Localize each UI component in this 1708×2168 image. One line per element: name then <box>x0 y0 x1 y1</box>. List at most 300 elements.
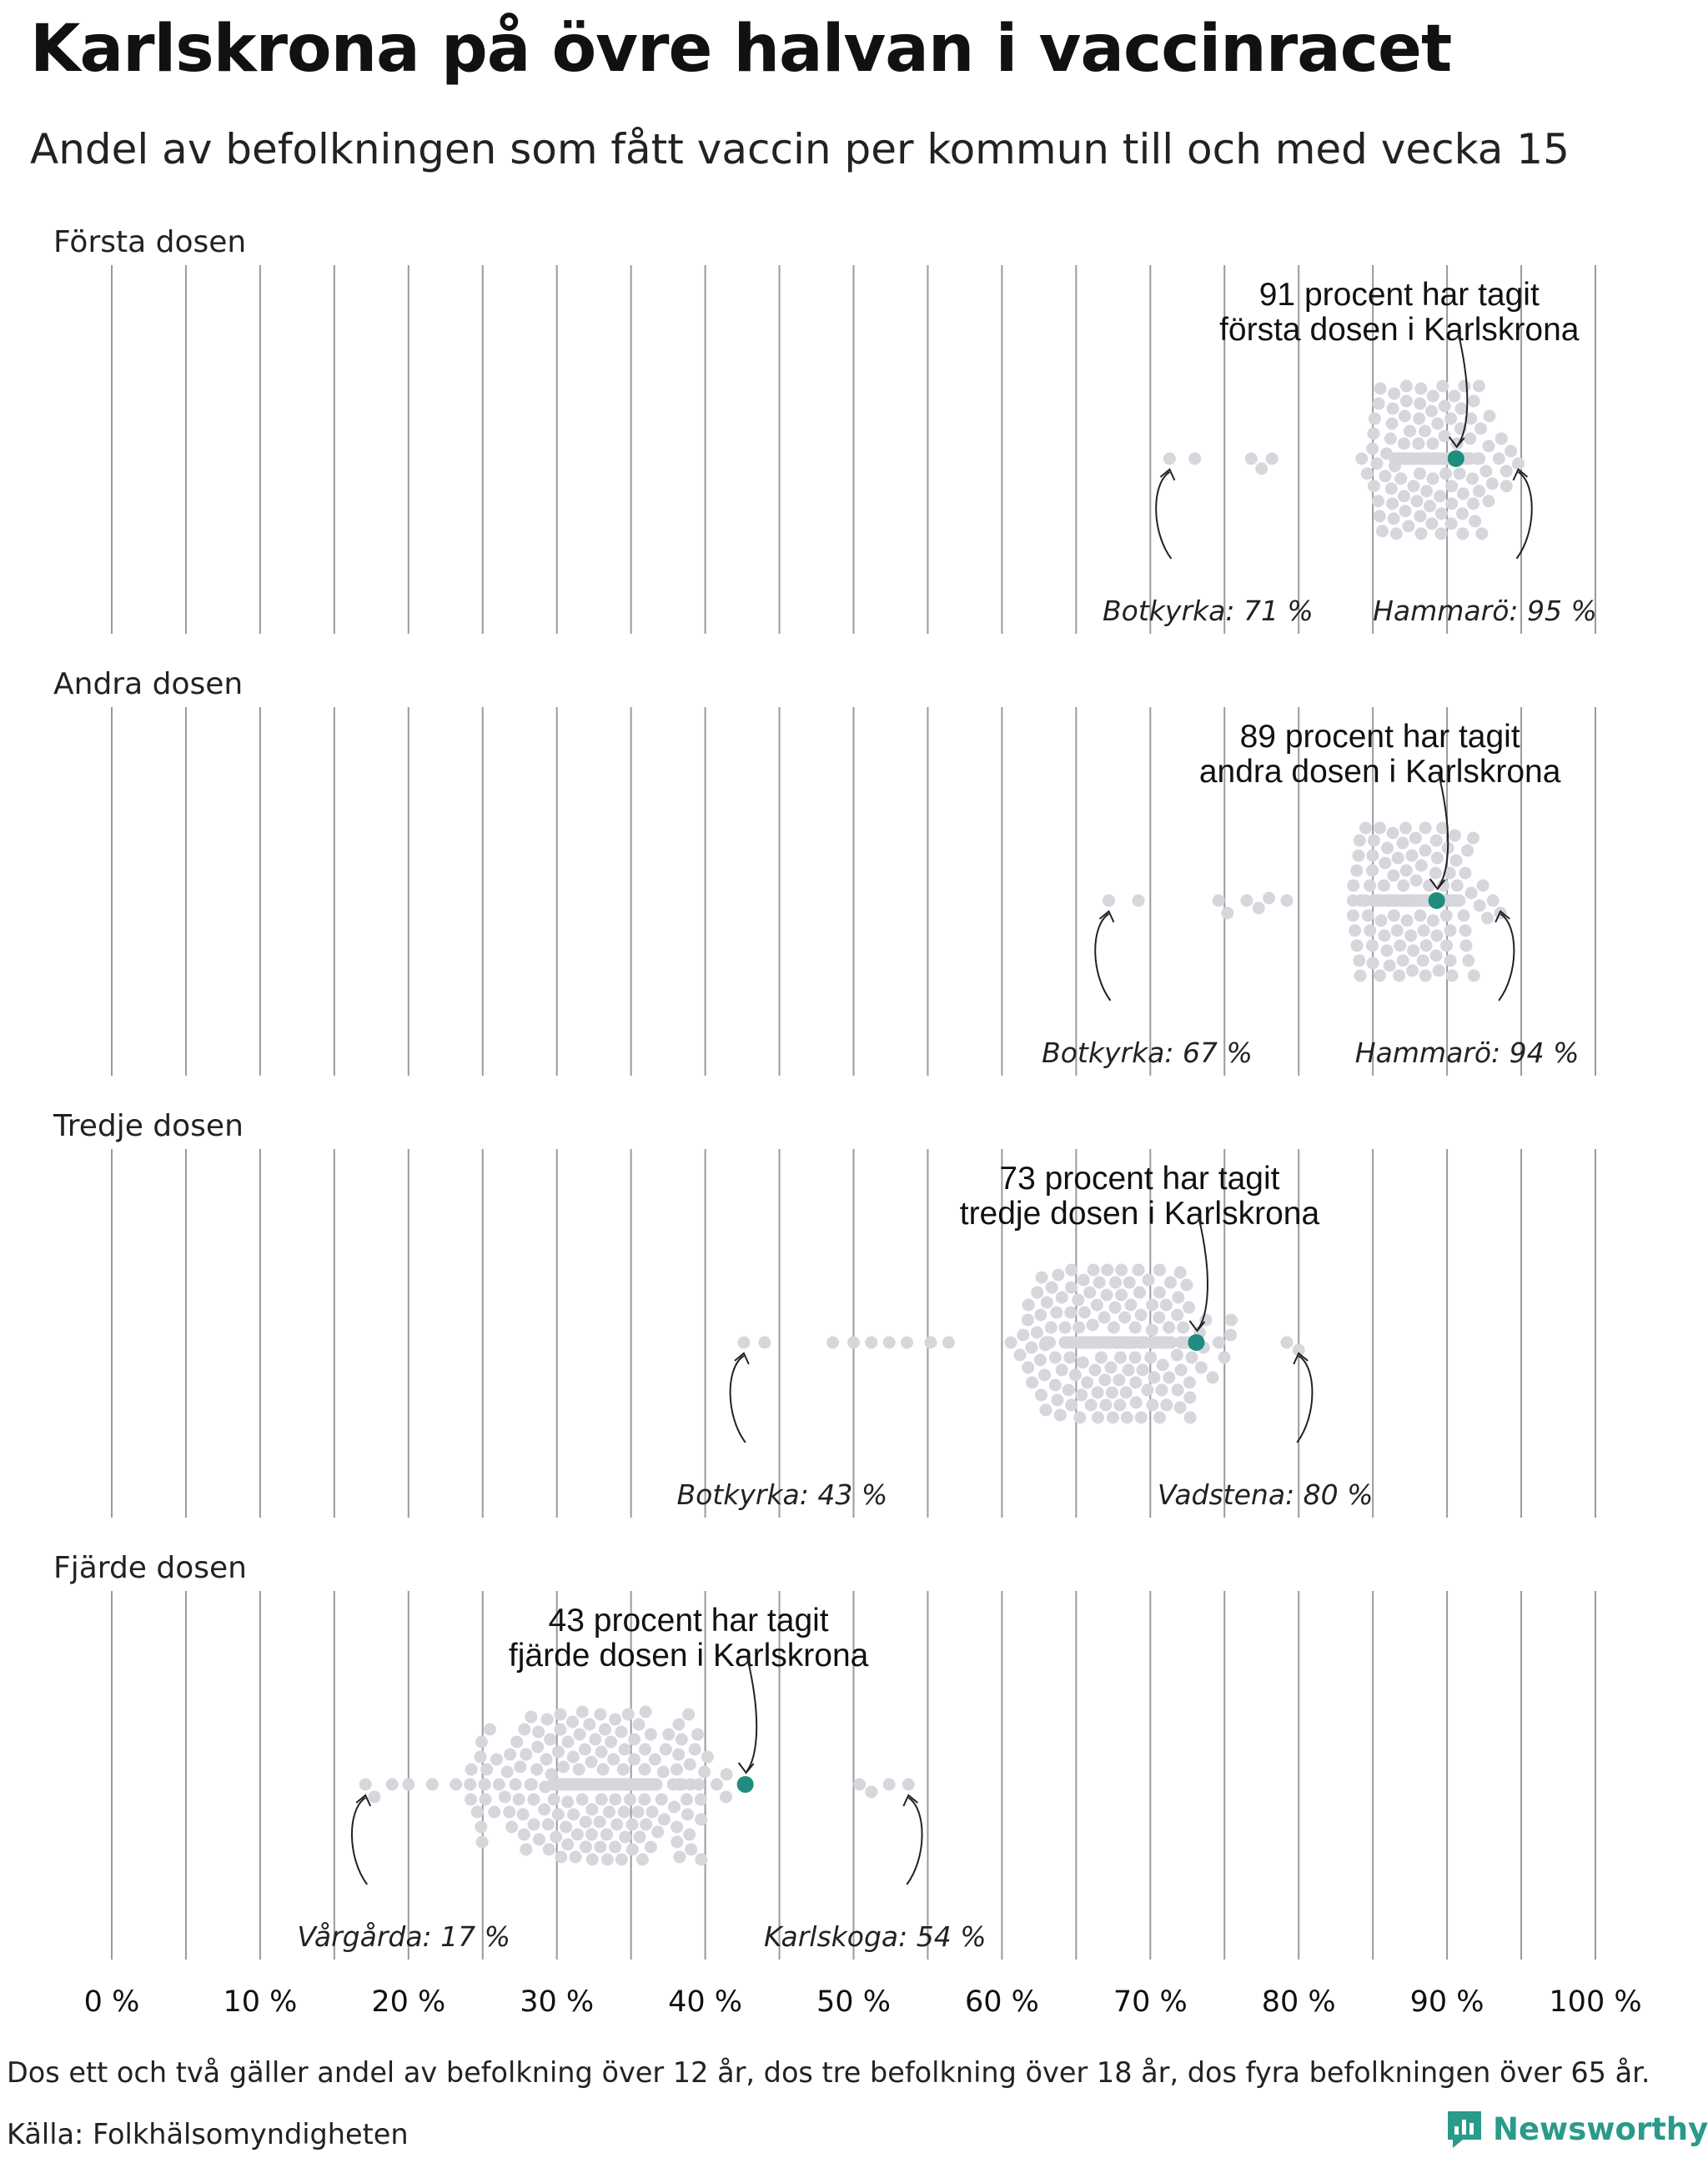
municipality-dot <box>628 1734 640 1746</box>
municipality-dot <box>1005 1337 1017 1349</box>
municipality-dot <box>1349 925 1361 937</box>
municipality-dot <box>865 1337 877 1349</box>
municipality-dot <box>684 1759 696 1771</box>
municipality-dot <box>599 1724 611 1736</box>
municipality-dot <box>1353 850 1365 862</box>
municipality-dot <box>1091 1299 1103 1312</box>
municipality-dot <box>1207 1372 1219 1384</box>
municipality-dot <box>1172 1292 1184 1304</box>
municipality-dot <box>1378 880 1390 892</box>
municipality-dot <box>618 1806 630 1819</box>
municipality-dot <box>557 1761 570 1774</box>
municipality-dot <box>1393 970 1405 982</box>
municipality-dot <box>689 1744 701 1756</box>
municipality-dot <box>628 1754 640 1766</box>
municipality-dot <box>1459 940 1472 952</box>
municipality-dot <box>1160 1299 1173 1312</box>
municipality-dot <box>1468 395 1480 408</box>
municipality-dot <box>1459 867 1471 880</box>
x-tick-label: 90 % <box>1409 1985 1484 2019</box>
municipality-dot <box>1407 480 1419 493</box>
municipality-dot <box>1415 528 1428 540</box>
municipality-dot <box>480 1794 492 1806</box>
municipality-dot <box>1419 845 1432 857</box>
municipality-dot <box>1427 473 1439 485</box>
municipality-dot <box>594 1816 606 1829</box>
municipality-dot <box>1453 895 1465 907</box>
municipality-dot <box>1281 1337 1294 1349</box>
highlight-annotation-line: första dosen i Karlskrona <box>1219 312 1580 348</box>
municipality-dot <box>1458 910 1470 922</box>
panel-1 <box>53 225 1597 634</box>
municipality-dot <box>479 1779 491 1791</box>
municipality-dot <box>695 1794 707 1806</box>
municipality-dot <box>1512 458 1525 470</box>
municipality-dot <box>1495 433 1508 445</box>
municipality-dot <box>1163 453 1176 465</box>
municipality-dot <box>1487 895 1500 907</box>
municipality-dot <box>1184 1412 1197 1424</box>
municipality-dot <box>1456 528 1469 540</box>
municipality-dot <box>1062 1384 1075 1397</box>
municipality-dot <box>1065 1264 1078 1277</box>
municipality-dot <box>520 1749 532 1761</box>
municipality-dot <box>554 1724 566 1736</box>
min-label: Botkyrka: 71 % <box>1103 595 1314 627</box>
municipality-dot <box>1398 490 1410 503</box>
municipality-dot <box>901 1337 913 1349</box>
municipality-dot <box>1174 1402 1187 1414</box>
municipality-dot <box>1124 1299 1137 1312</box>
municipality-dot <box>1188 453 1201 465</box>
min-arrow <box>1156 472 1171 559</box>
municipality-dot <box>488 1806 500 1819</box>
municipality-dot <box>541 1714 554 1726</box>
brand-logo <box>1446 2108 1708 2150</box>
municipality-dot <box>561 1796 574 1809</box>
municipality-dot <box>610 1819 623 1831</box>
municipality-dot <box>1387 827 1399 840</box>
municipality-dot <box>560 1821 572 1834</box>
municipality-dot <box>1040 1404 1052 1417</box>
municipality-dot <box>1103 895 1115 907</box>
municipality-dot <box>1398 438 1410 450</box>
municipality-dot <box>1221 907 1233 920</box>
max-arrow <box>907 1798 922 1884</box>
municipality-dot <box>1153 1412 1166 1424</box>
municipality-dot <box>607 1754 620 1766</box>
municipality-dot <box>1031 1327 1043 1339</box>
municipality-dot <box>1183 1392 1196 1404</box>
municipality-dot <box>681 1809 694 1821</box>
municipality-dot <box>603 1806 615 1819</box>
municipality-dot <box>1153 1287 1166 1299</box>
municipality-dot <box>567 1809 580 1821</box>
municipality-dot <box>580 1816 592 1829</box>
municipality-dot <box>1172 1384 1184 1397</box>
municipality-dot <box>1353 955 1365 967</box>
panel-3 <box>53 1109 1595 1518</box>
municipality-dot <box>1424 500 1436 513</box>
municipality-dot <box>902 1779 915 1791</box>
municipality-dot <box>1466 473 1479 485</box>
municipality-dot <box>1098 1374 1111 1387</box>
municipality-dot <box>1459 380 1471 393</box>
municipality-dot <box>1414 468 1426 480</box>
municipality-dot <box>532 1726 545 1739</box>
municipality-dot <box>1085 1399 1098 1412</box>
municipality-dot <box>1354 970 1367 982</box>
dots <box>1103 822 1507 982</box>
municipality-dot <box>1391 925 1404 937</box>
dots <box>737 1264 1304 1424</box>
min-label: Botkyrka: 43 % <box>676 1478 888 1511</box>
min-arrow <box>1095 914 1110 1001</box>
municipality-dot <box>1073 1412 1086 1424</box>
municipality-dot <box>646 1806 659 1819</box>
municipality-dot <box>1163 1372 1175 1384</box>
highlight-dot <box>737 1776 754 1793</box>
municipality-dot <box>1089 1364 1102 1377</box>
municipality-dot <box>1454 468 1466 480</box>
municipality-dot <box>527 1794 540 1806</box>
municipality-dot <box>484 1724 496 1736</box>
x-tick-label: 70 % <box>1113 1985 1188 2019</box>
source-note: Källa: Folkhälsomyndigheten <box>7 2118 409 2150</box>
municipality-dot <box>1411 495 1424 508</box>
municipality-dot <box>1401 915 1414 927</box>
panel-4 <box>53 1551 1595 1960</box>
municipality-dot <box>1473 453 1485 465</box>
municipality-dot <box>701 1751 714 1764</box>
municipality-dot <box>1051 1394 1063 1407</box>
municipality-dot <box>1115 1264 1128 1277</box>
municipality-dot <box>1177 1322 1189 1334</box>
municipality-dot <box>1366 850 1379 862</box>
municipality-dot <box>691 1729 704 1741</box>
municipality-dot <box>671 1764 683 1776</box>
municipality-dot <box>682 1709 695 1721</box>
municipality-dot <box>1163 1322 1175 1334</box>
municipality-dot <box>574 1729 586 1741</box>
municipality-dot <box>597 1764 610 1776</box>
municipality-dot <box>1400 865 1413 877</box>
panel-2 <box>53 667 1595 1076</box>
municipality-dot <box>1133 1264 1145 1277</box>
municipality-dot <box>520 1844 532 1856</box>
municipality-dot <box>1153 1264 1166 1277</box>
municipality-dot <box>1093 1277 1106 1289</box>
municipality-dot <box>1351 940 1364 952</box>
municipality-dot <box>1034 1354 1047 1367</box>
municipality-dot <box>570 1851 582 1864</box>
municipality-dot <box>624 1794 636 1806</box>
municipality-dot <box>561 1839 574 1851</box>
municipality-dot <box>1374 822 1386 835</box>
municipality-dot <box>658 1814 671 1826</box>
municipality-dot <box>1420 940 1433 952</box>
municipality-dot <box>552 1746 565 1759</box>
municipality-dot <box>1123 1364 1135 1377</box>
municipality-dot <box>1078 1307 1091 1319</box>
municipality-dot <box>1081 1377 1093 1389</box>
municipality-dot <box>1157 1359 1169 1372</box>
highlight-dot <box>1429 892 1445 909</box>
municipality-dot <box>1493 453 1505 465</box>
municipality-dot <box>1109 1302 1122 1314</box>
municipality-dot <box>1467 832 1479 845</box>
municipality-dot <box>1399 505 1412 518</box>
municipality-dot <box>1433 965 1445 977</box>
municipality-dot <box>1031 1287 1043 1299</box>
municipality-dot <box>1484 410 1496 423</box>
municipality-dot <box>925 1337 937 1349</box>
municipality-dot <box>1022 1299 1035 1312</box>
municipality-dot <box>368 1791 380 1804</box>
municipality-dot <box>645 1729 657 1741</box>
municipality-dot <box>1448 390 1460 403</box>
municipality-dot <box>1430 930 1443 942</box>
municipality-dot <box>645 1841 657 1854</box>
municipality-dot <box>1397 955 1409 967</box>
municipality-dot <box>1368 835 1380 847</box>
municipality-dot <box>543 1844 555 1856</box>
municipality-dot <box>1171 1349 1183 1362</box>
municipality-dot <box>595 1746 608 1759</box>
municipality-dot <box>1451 880 1464 892</box>
municipality-dot <box>1088 1264 1100 1277</box>
municipality-dot <box>1420 485 1433 498</box>
municipality-dot <box>1100 1399 1113 1412</box>
municipality-dot <box>1413 413 1425 425</box>
dots <box>1163 380 1525 540</box>
municipality-dot <box>426 1779 439 1791</box>
municipality-dot <box>1072 1294 1084 1307</box>
municipality-dot <box>1155 1384 1168 1397</box>
municipality-dot <box>555 1709 567 1721</box>
municipality-dot <box>847 1337 860 1349</box>
municipality-dot <box>1123 1277 1136 1289</box>
panel-label: Fjärde dosen <box>53 1551 247 1585</box>
chart-title: Karlskrona på övre halvan i vaccinracet <box>30 12 1452 87</box>
municipality-dot <box>359 1779 372 1791</box>
municipality-dot <box>1400 380 1413 393</box>
municipality-dot <box>1101 1264 1113 1277</box>
municipality-dot <box>1388 513 1400 525</box>
municipality-dot <box>490 1754 503 1766</box>
min-arrow <box>731 1356 746 1443</box>
municipality-dot <box>883 1779 896 1791</box>
municipality-dot <box>475 1736 488 1749</box>
municipality-dot <box>562 1736 575 1749</box>
municipality-dot <box>1400 395 1413 408</box>
highlight-annotation-line: 73 procent har tagit <box>999 1161 1280 1197</box>
municipality-dot <box>1347 910 1359 922</box>
municipality-dot <box>1444 955 1457 967</box>
municipality-dot <box>676 1734 688 1746</box>
municipality-dot <box>1483 495 1495 508</box>
municipality-dot <box>685 1844 697 1856</box>
municipality-dot <box>1439 468 1452 480</box>
municipality-dot <box>1425 518 1438 530</box>
municipality-dot <box>619 1831 631 1844</box>
highlight-dot <box>1188 1334 1204 1351</box>
municipality-dot <box>1464 433 1476 445</box>
municipality-dot <box>450 1779 462 1791</box>
municipality-dot <box>1153 1312 1165 1324</box>
max-label: Hammarö: 94 % <box>1354 1036 1580 1069</box>
municipality-dot <box>1423 880 1435 892</box>
municipality-dot <box>1143 1274 1155 1287</box>
municipality-dot <box>609 1714 621 1726</box>
municipality-dot <box>1445 498 1458 510</box>
highlight-dot <box>1448 450 1464 467</box>
municipality-dot <box>1225 1314 1238 1327</box>
municipality-dot <box>1414 510 1426 523</box>
municipality-dot <box>530 1764 543 1776</box>
municipality-dot <box>1467 498 1479 510</box>
municipality-dot <box>942 1337 955 1349</box>
municipality-dot <box>1367 428 1379 440</box>
panel-label: Första dosen <box>53 225 247 259</box>
x-tick-label: 30 % <box>520 1985 595 2019</box>
x-tick-label: 10 % <box>223 1985 298 2019</box>
municipality-dot <box>1049 1352 1062 1364</box>
municipality-dot <box>1394 473 1407 485</box>
municipality-dot <box>609 1841 621 1854</box>
municipality-dot <box>1405 850 1418 862</box>
municipality-dot <box>720 1791 732 1804</box>
municipality-dot <box>636 1854 649 1866</box>
municipality-dot <box>1445 518 1458 530</box>
municipality-dot <box>1263 892 1275 905</box>
municipality-dot <box>668 1801 681 1814</box>
municipality-dot <box>1121 1412 1133 1424</box>
municipality-dot <box>1439 400 1451 413</box>
municipality-dot <box>1075 1389 1088 1402</box>
municipality-dot <box>1114 1352 1127 1364</box>
municipality-dot <box>1160 1399 1173 1412</box>
municipality-dot <box>555 1851 567 1864</box>
municipality-dot <box>573 1764 585 1776</box>
municipality-dot <box>1195 1362 1208 1374</box>
municipality-dot <box>1468 970 1480 982</box>
municipality-dot <box>1077 1357 1089 1369</box>
municipality-dot <box>1465 887 1478 900</box>
municipality-dot <box>1164 1277 1177 1289</box>
municipality-dot <box>1064 1307 1077 1319</box>
municipality-dot <box>639 1744 651 1756</box>
municipality-dot <box>504 1749 516 1761</box>
municipality-dot <box>651 1826 664 1839</box>
municipality-dot <box>1394 940 1406 952</box>
municipality-dot <box>1444 925 1456 937</box>
min-label: Vårgårda: 17 % <box>297 1920 511 1953</box>
municipality-dot <box>681 1794 693 1806</box>
min-arrow <box>352 1798 367 1884</box>
municipality-dot <box>1387 870 1399 882</box>
municipality-dot <box>1407 945 1419 957</box>
municipality-dot <box>1388 910 1400 922</box>
municipality-dot <box>1450 855 1463 867</box>
municipality-dot <box>465 1794 477 1806</box>
municipality-dot <box>1397 880 1409 892</box>
municipality-dot <box>1144 1352 1157 1364</box>
municipality-dot <box>671 1821 683 1834</box>
municipality-dot <box>576 1706 589 1719</box>
municipality-dot <box>883 1337 896 1349</box>
municipality-dot <box>1446 970 1459 982</box>
municipality-dot <box>737 1337 750 1349</box>
municipality-dot <box>826 1337 839 1349</box>
municipality-dot <box>1500 465 1513 478</box>
municipality-dot <box>1479 465 1492 478</box>
municipality-dot <box>673 1851 686 1864</box>
municipality-dot <box>538 1804 550 1816</box>
municipality-dot <box>1475 528 1488 540</box>
municipality-dot <box>660 1744 672 1756</box>
municipality-dot <box>1281 895 1294 907</box>
municipality-dot <box>1402 520 1414 533</box>
municipality-dot <box>583 1719 595 1731</box>
municipality-dot <box>475 1821 487 1834</box>
municipality-dot <box>1473 380 1485 393</box>
municipality-dot <box>617 1764 630 1776</box>
municipality-dot <box>1374 970 1386 982</box>
municipality-dot <box>1418 925 1430 937</box>
municipality-dot <box>695 1814 707 1826</box>
municipality-dot <box>1431 852 1444 865</box>
municipality-dot <box>1146 1324 1158 1337</box>
x-tick-label: 80 % <box>1261 1985 1336 2019</box>
municipality-dot <box>1180 1279 1193 1292</box>
municipality-dot <box>1115 1289 1128 1302</box>
highlight-annotation-line: tredje dosen i Karlskrona <box>959 1196 1320 1232</box>
municipality-dot <box>1374 510 1386 523</box>
municipality-dot <box>499 1791 511 1804</box>
municipality-dot <box>1059 1322 1072 1334</box>
municipality-dot <box>1415 860 1428 872</box>
municipality-dot <box>595 1794 608 1806</box>
municipality-dot <box>605 1736 617 1749</box>
municipality-dot <box>1431 418 1444 430</box>
municipality-dot <box>1022 1362 1034 1374</box>
municipality-dot <box>758 1337 771 1349</box>
municipality-dot <box>1185 1352 1198 1364</box>
municipality-dot <box>1049 1379 1062 1392</box>
municipality-dot <box>1379 470 1391 483</box>
municipality-dot <box>1106 1387 1118 1399</box>
x-tick-label: 40 % <box>668 1985 743 2019</box>
municipality-dot <box>1146 1399 1158 1412</box>
municipality-dot <box>1108 1322 1120 1334</box>
municipality-dot <box>1385 483 1398 495</box>
municipality-dot <box>1083 1287 1096 1299</box>
municipality-dot <box>1050 1307 1062 1319</box>
municipality-dot <box>576 1794 589 1806</box>
municipality-dot <box>571 1829 584 1841</box>
municipality-dot <box>1025 1342 1037 1354</box>
municipality-dot <box>1120 1387 1133 1399</box>
municipality-dot <box>1477 880 1489 892</box>
municipality-dot <box>476 1836 489 1849</box>
panel-label: Andra dosen <box>53 667 244 701</box>
municipality-dot <box>533 1834 545 1846</box>
municipality-dot <box>1379 930 1391 942</box>
municipality-dot <box>510 1779 522 1791</box>
municipality-dot <box>594 1709 606 1721</box>
municipality-dot <box>1073 1322 1085 1334</box>
